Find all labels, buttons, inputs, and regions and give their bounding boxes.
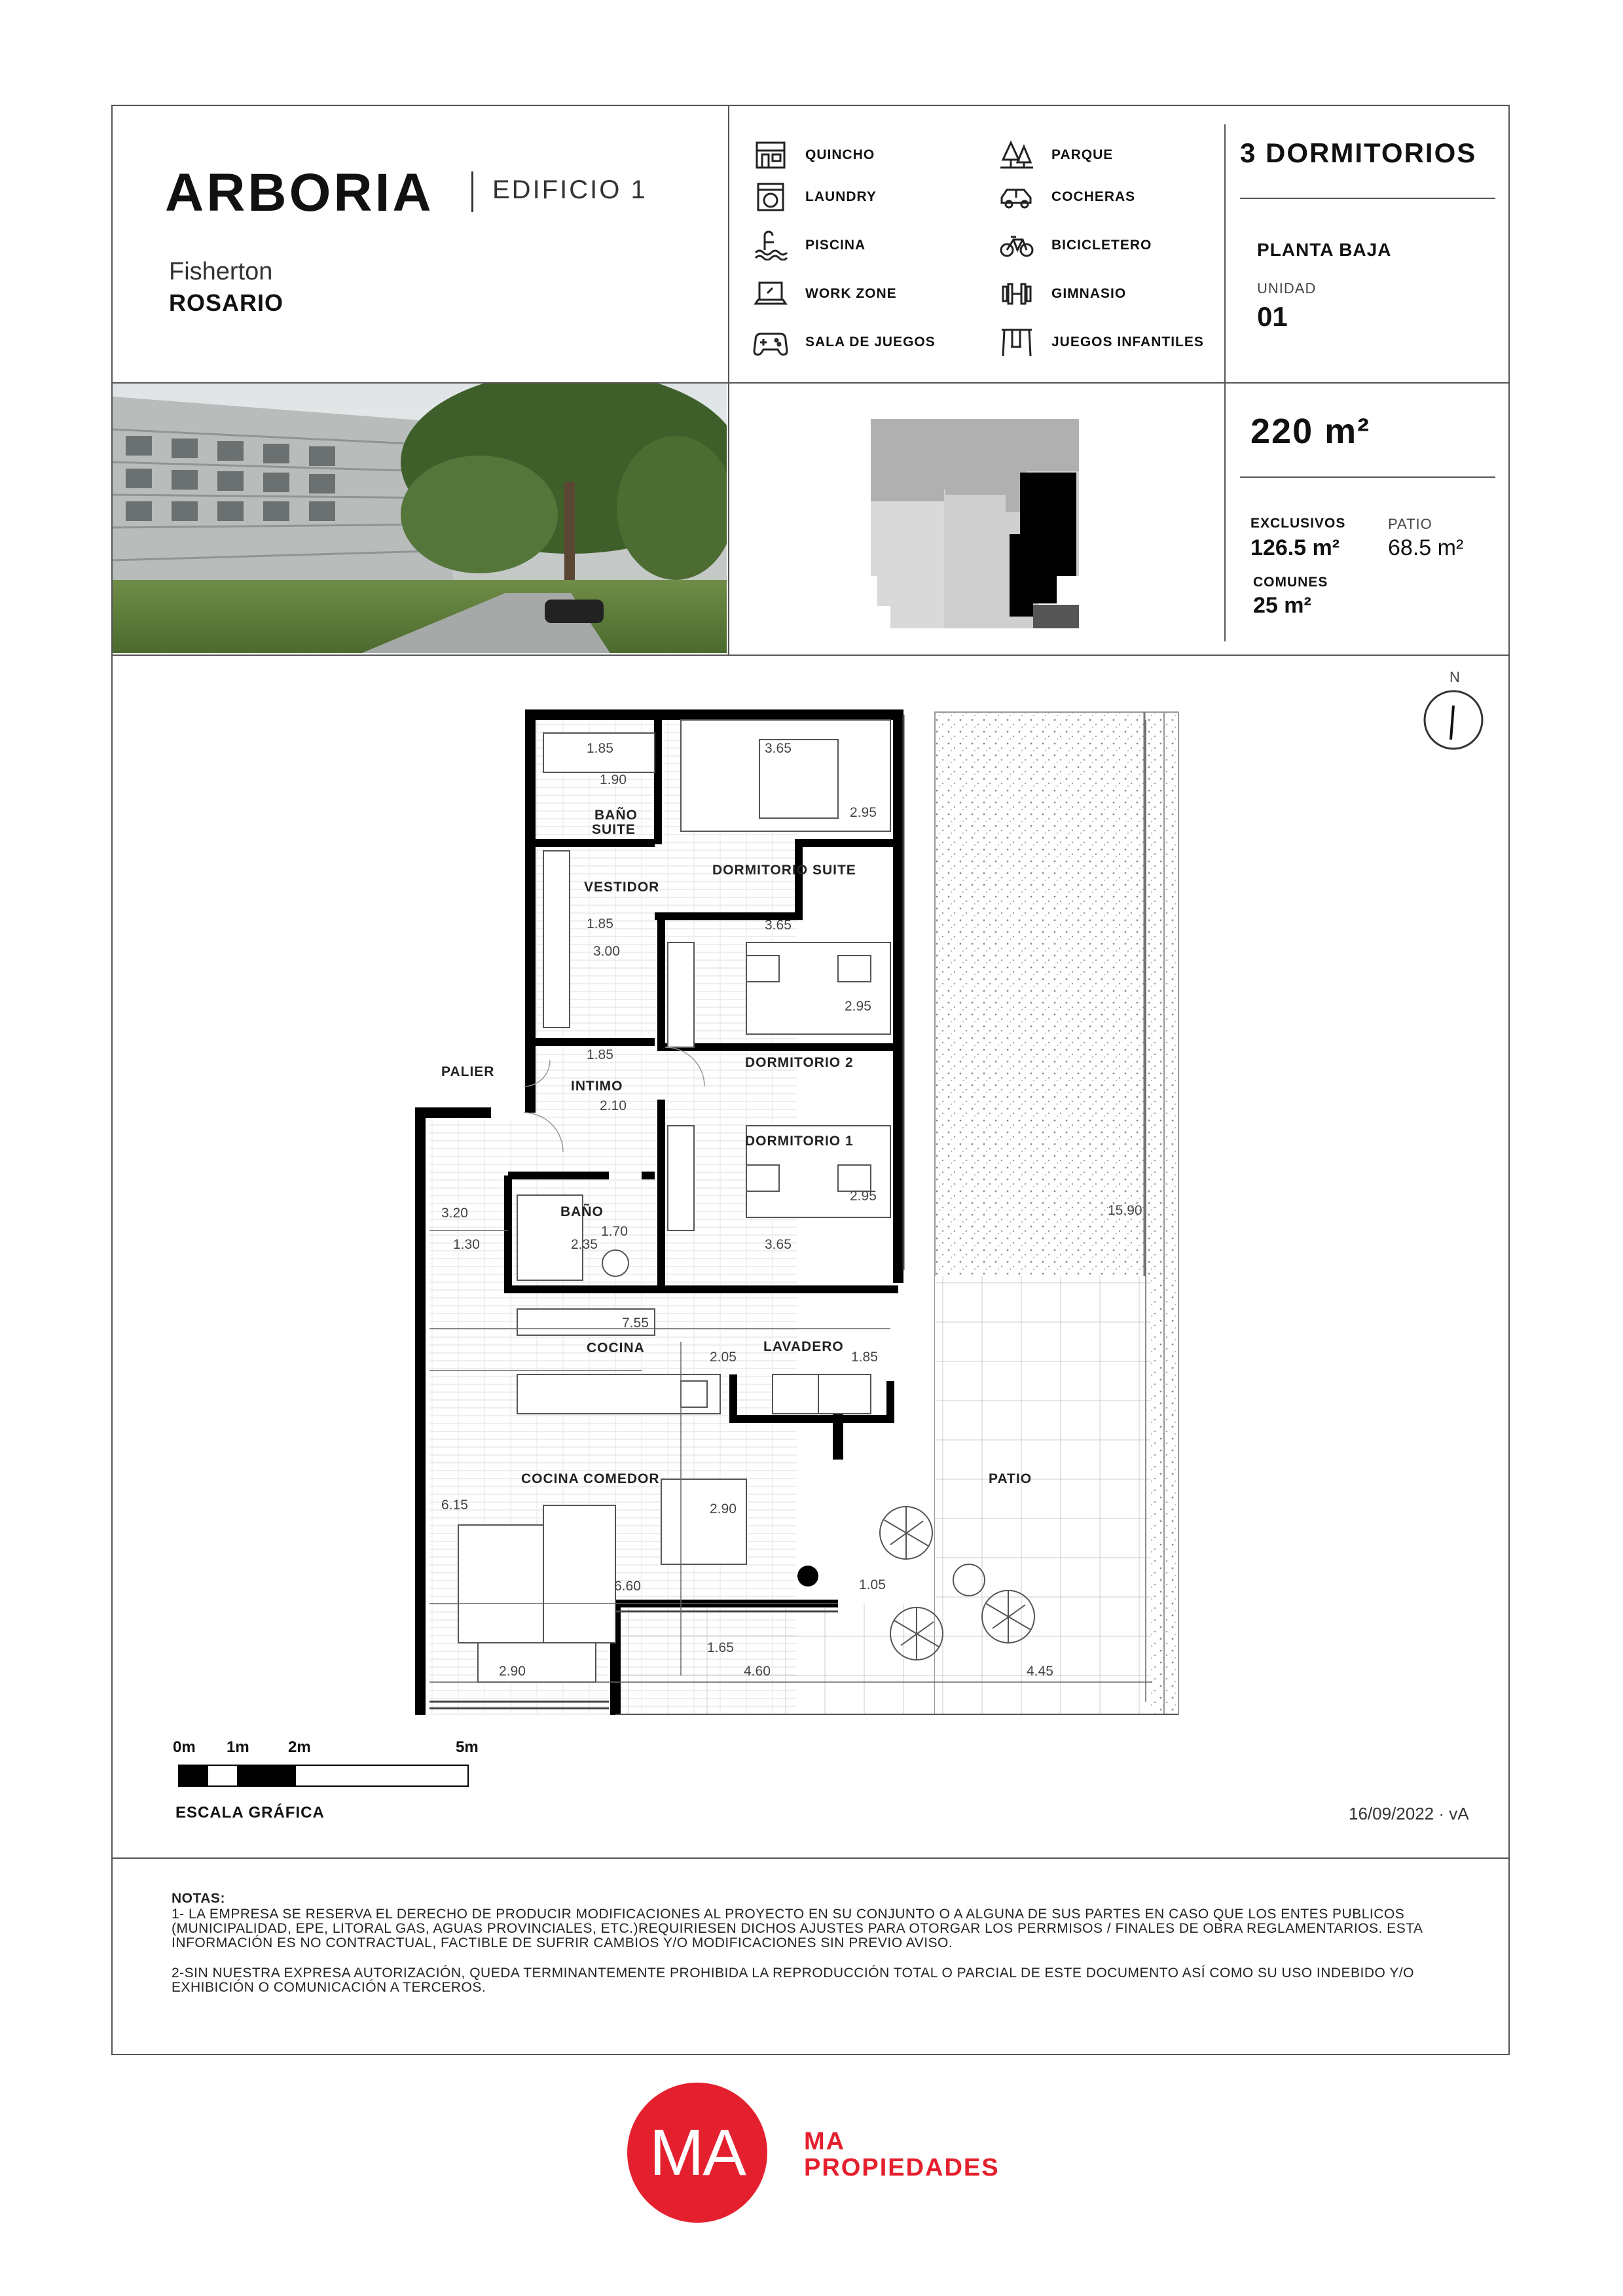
room-vestidor: VESTIDOR [584,880,660,895]
city: ROSARIO [169,289,284,316]
exclusive-label: EXCLUSIVOS [1250,516,1346,531]
bedrooms-count: 3 DORMITORIOS [1240,137,1477,168]
amenity-label: JUEGOS INFANTILES [1051,334,1204,350]
dim-text: 3.20 [441,1206,468,1221]
note-1: 1- LA EMPRESA SE RESERVA EL DERECHO DE PRODUCIR MODIFICACIONES AL PROYECTO EN SU CONJUNTO O A ALGUNA DE SUS PARTES EN CASO QUE LOS ENTES PUBLICOS (MUNICIPALIDAD, EPE, LITORAL GAS, AGUAS PROVINCIALES, ETC.)REQUIRIESEN DICHOS AJUSTES PARA OTORGAR LOS PERRMISOS / FINALES DE OBRA REGLAMENTARIOS. ESTA INFORMACIÓN ES NO CONTRACTUAL, FACTIBLE DE SUFRIR CAMBIOS Y/O MODIFICACIONES SIN PREVIO AVISO. [172,1907,1423,1950]
trees-icon [999,140,1034,170]
room-intimo: INTIMO [571,1079,623,1094]
notes-divider [111,1857,1510,1859]
dim-text: 15.90 [1108,1203,1142,1218]
dim-text: 2.95 [850,1189,877,1204]
room-dormitorio-1: DORMITORIO 1 [745,1134,854,1149]
amenity-label: PISCINA [805,238,866,253]
patio-label: PATIO [1388,516,1432,532]
col-divider-1 [728,105,729,655]
dim-text: 6.15 [441,1498,468,1513]
dim-text: 2.90 [710,1501,737,1516]
note-2: 2-SIN NUESTRA EXPRESA AUTORIZACIÓN, QUEDA TERMINANTEMENTE PROHIBIDA LA REPRODUCCIÓN TOTAL O PARCIAL DE ESTE DOCUMENTO ASÍ COMO SU USO INDEBIDO Y/O EXHIBICIÓN O COMUNICACIÓN A TERCEROS. [172,1965,1415,1995]
floor-plan [393,694,1218,1715]
project-title: ARBORIA [165,163,434,223]
dim-text: 1.85 [851,1350,878,1365]
amenity-bicicletero [999,230,1152,260]
north-label: N [1450,669,1460,685]
document-date: 16/09/2022 · vA [1349,1804,1469,1823]
amenity-juegos-infantiles [999,327,1204,357]
room-palier: PALIER [441,1064,495,1079]
col-divider-2 [1224,124,1226,641]
room-bano-suite: BAÑO [594,808,638,823]
amenity-cocheras [999,182,1135,212]
washing-machine-icon [753,182,788,212]
scale-tick: 5m [456,1738,479,1756]
dim-text: 1.05 [859,1577,886,1592]
amenity-label: QUINCHO [805,147,875,162]
scale-seg [237,1766,296,1785]
swing-icon [999,327,1034,357]
dim-text: 4.45 [1027,1664,1053,1679]
unit-number: 01 [1257,301,1288,332]
dim-text: 2.95 [845,999,871,1014]
key-plan [864,412,1100,628]
north-arrow-icon [1417,669,1489,754]
amenity-label: WORK ZONE [805,286,897,301]
dim-text: 2.35 [571,1237,598,1252]
amenity-sala-de-juegos [753,327,936,357]
common-value: 25 m² [1253,593,1311,618]
room-suite: SUITE [592,822,636,837]
scale-ticks [173,1738,481,1758]
dim-text: 3.65 [765,741,792,756]
room-patio: PATIO [989,1471,1032,1486]
dim-text: 1.65 [707,1640,734,1655]
dim-text: 2.05 [710,1350,737,1365]
dim-text: 6.60 [614,1579,641,1594]
unit-label: UNIDAD [1257,280,1317,296]
room-lavadero: LAVADERO [763,1339,844,1354]
room-dormitorio-2: DORMITORIO 2 [745,1055,854,1070]
dim-text: 1.70 [601,1224,628,1239]
total-area: 220 m² [1250,412,1371,451]
dim-text: 2.10 [600,1098,627,1113]
amenity-label: GIMNASIO [1051,286,1127,301]
brand-logo [627,2083,767,2223]
pool-icon [753,230,788,260]
dim-text: 7.55 [622,1316,649,1331]
amenity-quincho [753,140,875,170]
amenity-gimnasio [999,279,1126,309]
amenity-laundry [753,182,877,212]
room-bano: BAÑO [560,1204,604,1219]
dim-text: 1.85 [587,741,613,756]
amenity-label: LAUNDRY [805,189,877,204]
exclusive-value: 126.5 m² [1250,535,1340,560]
store-icon [753,140,788,170]
bedrooms-underline [1240,198,1495,199]
title-separator [471,171,473,212]
dim-text: 4.60 [744,1664,771,1679]
brand-name [804,2128,1000,2181]
notes [172,1892,1468,1995]
amenity-label: BICICLETERO [1051,238,1152,253]
floor-label: PLANTA BAJA [1257,240,1392,260]
amenity-label: PARQUE [1051,147,1114,162]
scale-bar [178,1765,469,1787]
laptop-icon [753,279,788,309]
building-rendering [113,384,727,653]
dim-text: 1.85 [587,916,613,931]
brand-logo-text: MA [649,2115,745,2189]
dim-text: 1.30 [453,1237,480,1252]
amenity-label: SALA DE JUEGOS [805,334,936,350]
room-cocina-comedor: COCINA COMEDOR [521,1471,660,1486]
gamepad-icon [753,327,788,357]
notes-title: NOTAS: [172,1891,225,1906]
common-label: COMUNES [1253,575,1328,590]
car-icon [999,182,1034,212]
scale-tick: 0m [173,1738,196,1756]
dim-text: 3.65 [765,918,792,933]
dim-text: 3.65 [765,1237,792,1252]
area-underline [1240,476,1495,478]
plan-top-divider [111,655,1510,656]
scale-label: ESCALA GRÁFICA [175,1804,325,1821]
dim-text: 1.90 [600,772,627,787]
amenity-parque [999,140,1113,170]
room-cocina: COCINA [587,1340,645,1355]
neighborhood: Fisherton [169,258,273,285]
room-dormitorio-suite: DORMITORIO SUITE [712,863,856,878]
dim-text: 2.95 [850,805,877,820]
dim-text: 2.90 [499,1664,526,1679]
dumbbell-icon [999,279,1034,309]
bicycle-icon [999,230,1034,260]
brand-line-1: MA [804,2128,846,2155]
patio-value: 68.5 m² [1388,535,1464,560]
scale-tick: 2m [288,1738,311,1756]
scale-tick: 1m [227,1738,249,1756]
amenity-work-zone [753,279,897,309]
amenity-label: COCHERAS [1051,189,1136,204]
amenity-piscina [753,230,866,260]
dim-text: 1.85 [587,1047,613,1062]
building-name: EDIFICIO 1 [492,175,647,204]
brand-line-2: PROPIEDADES [804,2154,1000,2181]
scale-seg [179,1766,208,1785]
dim-text: 3.00 [593,944,620,959]
